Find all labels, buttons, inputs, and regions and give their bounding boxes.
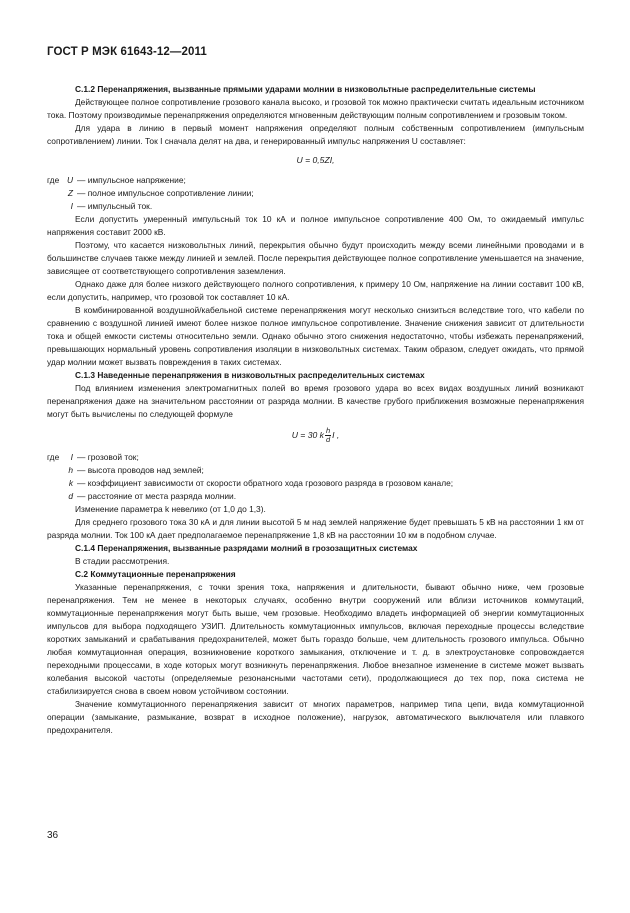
symbol: h bbox=[68, 465, 73, 475]
paragraph: Значение коммутационного перенапряжения зависит от многих параметров, например типа цепи, вида коммутационной операции (замыкание, размыкание, возврат в исходное положение), нагрузок, автоматического выключателя или плавкого предохранителя. bbox=[47, 699, 584, 735]
equation-1: U = 0,5ZI, bbox=[296, 155, 335, 165]
paragraph: В комбинированной воздушной/кабельной системе перенапряжения могут несколько снизиться вследствие того, что кабели по сравнению с воздушной линией имеют более низкое полное импульсное сопротивление. Значение снижения зависит от длительности тока и общей емкости системы относительно земли. Однако обычно этого снижения недостаточно, чтобы избежать перенапряжений, превышающих нормальный уровень сопротивления изоляции в низковольтных системах. Таким образом, следует ожидать, что прямой удар молнии может вызвать повреждения в таких системах. bbox=[47, 305, 584, 367]
definition-list-1 bbox=[47, 174, 584, 213]
paragraph: Для среднего грозового тока 30 кА и для линии высотой 5 м над землей напряжение будет превышать 5 кВ на расстоянии 1 км от разряда молнии. Ток 100 кА дает предполагаемое перенапряжение 1,8 кВ на расстоянии 10 км в подобном случае. bbox=[47, 517, 584, 540]
symbol: I bbox=[70, 452, 73, 462]
definition-item: Z — полное импульсное сопротивление линии; bbox=[47, 187, 584, 200]
definition-list-2 bbox=[47, 451, 584, 503]
document-page bbox=[47, 46, 584, 737]
symbol: I bbox=[70, 201, 73, 211]
paragraph: Под влиянием изменения электромагнитных полей во время грозового удара во всех видах воздушных линий возникают перенапряжения даже на значительном расстоянии от разряда молнии. В качестве грубого приближения возможные перенапряжения могут быть вычислены по следующей формуле bbox=[47, 383, 584, 419]
page-number: 36 bbox=[47, 830, 59, 841]
fraction: $\frac{h}{d}$ bbox=[325, 426, 331, 444]
document-header: ГОСТ Р МЭК 61643-12—2011 bbox=[47, 46, 207, 58]
definition-item: h — высота проводов над землей; bbox=[47, 464, 584, 477]
section-heading-c14: С.1.4 Перенапряжения, вызванные разрядами молний в грозозащитных системах bbox=[75, 543, 418, 553]
section-heading-c2: С.2 Коммутационные перенапряжения bbox=[75, 569, 236, 579]
symbol: U bbox=[66, 175, 73, 185]
paragraph: Поэтому, что касается низковольтных линий, перекрытия обычно будут происходить между всеми линейными проводами и в большинстве случаев также между линией и землей. После перекрытия действующее полное сопротивление уменьшается на значение, зависящее от соответствующего сопротивления заземления. bbox=[47, 240, 584, 276]
definition-item: I — импульсный ток. bbox=[47, 200, 584, 213]
section-heading-c13: С.1.3 Наведенные перенапряжения в низковольтных распределительных системах bbox=[75, 370, 425, 380]
document-body bbox=[47, 83, 584, 737]
paragraph: Для удара в линию в первый момент напряжения определяют полным собственным сопротивлением (импульсным сопротивлением) линии. Ток I сначала делят на два, и генерированный импульс напряжения U составляет: bbox=[47, 123, 584, 146]
paragraph: В стадии рассмотрения. bbox=[75, 556, 170, 566]
symbol: k bbox=[68, 478, 73, 488]
definition-item: где U — импульсное напряжение; bbox=[47, 175, 186, 185]
paragraph: Однако даже для более низкого действующего полного сопротивления, к примеру 10 Ом, напряжение на линии составит 100 кВ, если допустить, например, что грозовой ток составляет 10 кА. bbox=[47, 279, 584, 302]
paragraph: Изменение параметра k невелико (от 1,0 до 1,3). bbox=[75, 504, 266, 514]
symbol: d bbox=[68, 491, 73, 501]
definition-item: k — коэффициент зависимости от скорости обратного хода грозового разряда в грозовом канале; bbox=[47, 477, 584, 490]
paragraph: Если допустить умеренный импульсный ток 10 кА и полное импульсное сопротивление 400 Ом, то ожидаемый импульс напряжения составит 2000 кВ. bbox=[47, 214, 584, 237]
symbol: Z bbox=[67, 188, 73, 198]
equation-2: U = 30 k $\frac{h}{d}$ I , bbox=[291, 426, 340, 444]
paragraph: Действующее полное сопротивление грозового канала высоко, и грозовой ток можно практически считать идеальным источником тока. Поэтому производимые перенапряжения определяются мгновенным действующим полным сопротивлением и грозовым током. bbox=[47, 97, 584, 120]
section-heading-c12: С.1.2 Перенапряжения, вызванные прямыми ударами молнии в низковольтные распределительные системы bbox=[75, 84, 536, 94]
definition-item: d — расстояние от места разряда молнии. bbox=[47, 490, 584, 503]
paragraph: Указанные перенапряжения, с точки зрения тока, напряжения и длительности, бывают обычно ниже, чем грозовые перенапряжения. Тем не менее в некоторых случаях, особенно внутри сооружений или вблизи источников коммутаций, коммутационные перенапряжения могут быть выше, чем грозовые. Необходимо владеть информацией об энергии коммутационных импульсов для выбора подходящего УЗИП. Длительность коммутационных импульсов, включая переходные процессы вследствие коротких замыканий и срабатывания предохранителей, может быть гораздо больше, чем длительность грозового импульса. Обычно любая коммутационная операция, возникновение короткого замыкания, отключение и т. д. в электроустановке сопровождается переходными процессами, в ходе которых могут возникнуть перенапряжения. Любое внезапное изменение в системе может вызвать колебания высокой частоты (определяемые резонансными частотами сети), продолжающиеся до тех пор, пока система не стабилизируется снова в своем новом устойчивом состоянии. bbox=[47, 582, 584, 696]
definition-item: где I — грозовой ток; bbox=[47, 452, 139, 462]
